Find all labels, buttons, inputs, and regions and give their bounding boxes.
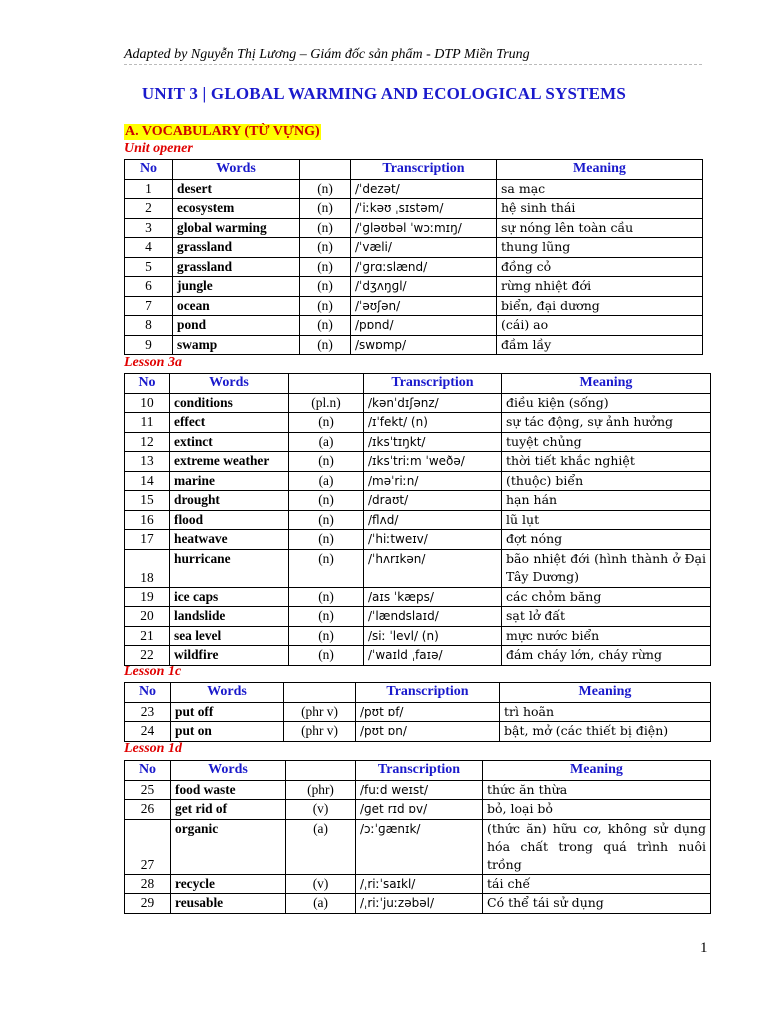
meaning: thời tiết khắc nghiệt [502, 452, 711, 472]
table-row [125, 819, 711, 874]
row-number: 19 [125, 587, 170, 607]
row-number: 11 [125, 413, 170, 433]
header-divider [124, 64, 702, 65]
vocab-word: effect [170, 413, 289, 433]
column-header-pos [286, 761, 356, 781]
row-number: 27 [125, 819, 171, 874]
part-of-speech: (n) [300, 199, 351, 219]
part-of-speech: (phr v) [284, 702, 356, 722]
part-of-speech: (n) [300, 316, 351, 336]
part-of-speech: (n) [300, 335, 351, 355]
part-of-speech: (n) [300, 179, 351, 199]
vocab-word: ocean [173, 296, 300, 316]
table-row [125, 702, 711, 722]
table-row [125, 894, 711, 914]
row-number: 6 [125, 277, 173, 297]
column-header-transcription: Transcription [351, 160, 497, 180]
vocab-word: desert [173, 179, 300, 199]
column-header-no: No [125, 374, 170, 394]
row-number: 1 [125, 179, 173, 199]
table-header-row [125, 160, 703, 180]
table-row [125, 199, 703, 219]
vocab-word: jungle [173, 277, 300, 297]
meaning: hệ sinh thái [497, 199, 703, 219]
transcription: /ˈɡrɑːslænd/ [351, 257, 497, 277]
row-number: 28 [125, 874, 171, 894]
transcription: /ˌriːˈjuːzəbəl/ [356, 894, 483, 914]
column-header-no: No [125, 160, 173, 180]
vocab-word: drought [170, 491, 289, 511]
transcription: /kənˈdɪʃənz/ [364, 393, 502, 413]
column-header-meaning: Meaning [500, 683, 711, 703]
transcription: /ˈiːkəʊ ˌsɪstəm/ [351, 199, 497, 219]
table-row [125, 179, 703, 199]
row-number: 4 [125, 238, 173, 258]
part-of-speech: (n) [289, 510, 364, 530]
page-header: Adapted by Nguyễn Thị Lương – Giám đốc sản phẩm - DTP Miền Trung [124, 47, 530, 62]
row-number: 17 [125, 530, 170, 550]
table-row [125, 530, 711, 550]
table-row [125, 510, 711, 530]
meaning: sa mạc [497, 179, 703, 199]
vocab-word: extinct [170, 432, 289, 452]
part-of-speech: (n) [300, 296, 351, 316]
vocab-word: grassland [173, 238, 300, 258]
column-header-meaning: Meaning [483, 761, 711, 781]
vocab-word: pond [173, 316, 300, 336]
vocab-table-unit-opener [124, 159, 703, 355]
table-row [125, 491, 711, 511]
column-header-pos [300, 160, 351, 180]
vocab-word: global warming [173, 218, 300, 238]
lesson-heading-1d: Lesson 1d [124, 741, 182, 756]
meaning: lũ lụt [502, 510, 711, 530]
row-number: 22 [125, 646, 170, 666]
meaning: trì hoãn [500, 702, 711, 722]
meaning: (cái) ao [497, 316, 703, 336]
vocab-word: heatwave [170, 530, 289, 550]
part-of-speech: (n) [289, 646, 364, 666]
table-header-row [125, 761, 711, 781]
column-header-no: No [125, 761, 171, 781]
meaning: tái chế [483, 874, 711, 894]
row-number: 18 [125, 549, 170, 587]
vocab-word: put off [171, 702, 284, 722]
lesson-heading-unit-opener: Unit opener [124, 141, 193, 156]
vocab-word: marine [170, 471, 289, 491]
part-of-speech: (n) [289, 607, 364, 627]
part-of-speech: (pl.n) [289, 393, 364, 413]
transcription: /ˈɡləʊbəl ˈwɔːmɪŋ/ [351, 218, 497, 238]
row-number: 29 [125, 894, 171, 914]
part-of-speech: (phr) [286, 780, 356, 800]
transcription: /ɪˈfekt/ (n) [364, 413, 502, 433]
transcription: /ˈəʊʃən/ [351, 296, 497, 316]
page-number: 1 [700, 940, 708, 956]
table-header-row [125, 374, 711, 394]
meaning: đầm lầy [497, 335, 703, 355]
transcription: /ˈlændslaɪd/ [364, 607, 502, 627]
meaning: thức ăn thừa [483, 780, 711, 800]
row-number: 15 [125, 491, 170, 511]
vocab-word: put on [171, 722, 284, 742]
table-row [125, 432, 711, 452]
transcription: /fuːd weɪst/ [356, 780, 483, 800]
meaning: đợt nóng [502, 530, 711, 550]
table-row [125, 452, 711, 472]
table-row [125, 607, 711, 627]
row-number: 16 [125, 510, 170, 530]
part-of-speech: (n) [289, 549, 364, 587]
part-of-speech: (n) [300, 277, 351, 297]
vocab-word: flood [170, 510, 289, 530]
transcription: /flʌd/ [364, 510, 502, 530]
column-header-no: No [125, 683, 171, 703]
part-of-speech: (n) [289, 530, 364, 550]
table-row [125, 587, 711, 607]
row-number: 20 [125, 607, 170, 627]
row-number: 13 [125, 452, 170, 472]
vocab-word: conditions [170, 393, 289, 413]
meaning: điều kiện (sống) [502, 393, 711, 413]
transcription: /aɪs ˈkæps/ [364, 587, 502, 607]
meaning: (thuộc) biển [502, 471, 711, 491]
row-number: 14 [125, 471, 170, 491]
part-of-speech: (n) [300, 238, 351, 258]
row-number: 10 [125, 393, 170, 413]
vocab-word: reusable [171, 894, 286, 914]
table-row [125, 413, 711, 433]
vocab-word: ecosystem [173, 199, 300, 219]
column-header-transcription: Transcription [356, 683, 500, 703]
column-header-words: Words [171, 683, 284, 703]
part-of-speech: (n) [300, 218, 351, 238]
column-header-words: Words [173, 160, 300, 180]
transcription: /məˈriːn/ [364, 471, 502, 491]
transcription: /ɡet rɪd ɒv/ [356, 800, 483, 820]
meaning: biển, đại dương [497, 296, 703, 316]
meaning: thung lũng [497, 238, 703, 258]
transcription: /ɔːˈɡænɪk/ [356, 819, 483, 874]
transcription: /ˌriːˈsaɪkl/ [356, 874, 483, 894]
row-number: 12 [125, 432, 170, 452]
part-of-speech: (a) [289, 432, 364, 452]
table-row [125, 800, 711, 820]
column-header-transcription: Transcription [364, 374, 502, 394]
transcription: /pɒnd/ [351, 316, 497, 336]
lesson-heading-3a: Lesson 3a [124, 355, 182, 370]
meaning: mực nước biển [502, 626, 711, 646]
row-number: 23 [125, 702, 171, 722]
meaning: sạt lở đất [502, 607, 711, 627]
column-header-pos [289, 374, 364, 394]
vocab-word: extreme weather [170, 452, 289, 472]
vocab-word: food waste [171, 780, 286, 800]
meaning: Có thể tái sử dụng [483, 894, 711, 914]
meaning: (thức ăn) hữu cơ, không sử dụng hóa chất trong quá trình nuôi trồng [483, 819, 711, 874]
part-of-speech: (a) [289, 471, 364, 491]
table-row [125, 780, 711, 800]
table-row [125, 626, 711, 646]
vocab-word: sea level [170, 626, 289, 646]
table-row [125, 257, 703, 277]
row-number: 5 [125, 257, 173, 277]
part-of-speech: (v) [286, 800, 356, 820]
vocab-table-lesson-1c [124, 682, 711, 742]
vocab-word: get rid of [171, 800, 286, 820]
part-of-speech: (n) [289, 452, 364, 472]
vocab-word: swamp [173, 335, 300, 355]
column-header-transcription: Transcription [356, 761, 483, 781]
transcription: /ɪksˈtɪŋkt/ [364, 432, 502, 452]
transcription: /ˈhiːtweɪv/ [364, 530, 502, 550]
part-of-speech: (a) [286, 894, 356, 914]
part-of-speech: (n) [289, 413, 364, 433]
meaning: sự tác động, sự ảnh hưởng [502, 413, 711, 433]
part-of-speech: (n) [300, 257, 351, 277]
transcription: /ˈwaɪld ˌfaɪə/ [364, 646, 502, 666]
table-row [125, 874, 711, 894]
table-row [125, 296, 703, 316]
table-row [125, 238, 703, 258]
vocab-word: grassland [173, 257, 300, 277]
transcription: /ˈhʌrɪkən/ [364, 549, 502, 587]
row-number: 7 [125, 296, 173, 316]
column-header-meaning: Meaning [502, 374, 711, 394]
row-number: 2 [125, 199, 173, 219]
lesson-heading-1c: Lesson 1c [124, 664, 182, 679]
transcription: /ˈdʒʌŋɡl/ [351, 277, 497, 297]
vocab-word: landslide [170, 607, 289, 627]
part-of-speech: (n) [289, 626, 364, 646]
vocab-table-lesson-3a [124, 373, 711, 666]
transcription: /pʊt ɒf/ [356, 702, 500, 722]
column-header-words: Words [171, 761, 286, 781]
row-number: 25 [125, 780, 171, 800]
meaning: hạn hán [502, 491, 711, 511]
transcription: /pʊt ɒn/ [356, 722, 500, 742]
transcription: /ɪksˈtriːm ˈweðə/ [364, 452, 502, 472]
part-of-speech: (n) [289, 587, 364, 607]
table-row [125, 549, 711, 587]
vocab-word: organic [171, 819, 286, 874]
meaning: sự nóng lên toàn cầu [497, 218, 703, 238]
column-header-pos [284, 683, 356, 703]
meaning: đồng cỏ [497, 257, 703, 277]
transcription: /siː ˈlevl/ (n) [364, 626, 502, 646]
table-row [125, 471, 711, 491]
unit-title: UNIT 3 | GLOBAL WARMING AND ECOLOGICAL SYSTEMS [141, 84, 627, 103]
part-of-speech: (v) [286, 874, 356, 894]
meaning: bỏ, loại bỏ [483, 800, 711, 820]
row-number: 26 [125, 800, 171, 820]
section-heading: A. VOCABULARY (TỪ VỰNG) [125, 124, 320, 139]
meaning: bão nhiệt đới (hình thành ở Đại Tây Dương) [502, 549, 711, 587]
meaning: đám cháy lớn, cháy rừng [502, 646, 711, 666]
part-of-speech: (phr v) [284, 722, 356, 742]
transcription: /ˈdezət/ [351, 179, 497, 199]
part-of-speech: (n) [289, 491, 364, 511]
vocab-word: hurricane [170, 549, 289, 587]
meaning: bật, mở (các thiết bị điện) [500, 722, 711, 742]
table-row [125, 277, 703, 297]
column-header-words: Words [170, 374, 289, 394]
vocab-table-lesson-1d [124, 760, 711, 914]
table-row [125, 722, 711, 742]
row-number: 3 [125, 218, 173, 238]
row-number: 24 [125, 722, 171, 742]
meaning: rừng nhiệt đới [497, 277, 703, 297]
vocab-word: recycle [171, 874, 286, 894]
row-number: 9 [125, 335, 173, 355]
part-of-speech: (a) [286, 819, 356, 874]
row-number: 8 [125, 316, 173, 336]
meaning: các chỏm băng [502, 587, 711, 607]
transcription: /draʊt/ [364, 491, 502, 511]
transcription: /ˈvæli/ [351, 238, 497, 258]
table-row [125, 393, 711, 413]
column-header-meaning: Meaning [497, 160, 703, 180]
meaning: tuyệt chủng [502, 432, 711, 452]
table-header-row [125, 683, 711, 703]
row-number: 21 [125, 626, 170, 646]
table-row [125, 335, 703, 355]
table-row [125, 646, 711, 666]
table-row [125, 316, 703, 336]
vocab-word: wildfire [170, 646, 289, 666]
vocab-word: ice caps [170, 587, 289, 607]
table-row [125, 218, 703, 238]
transcription: /swɒmp/ [351, 335, 497, 355]
